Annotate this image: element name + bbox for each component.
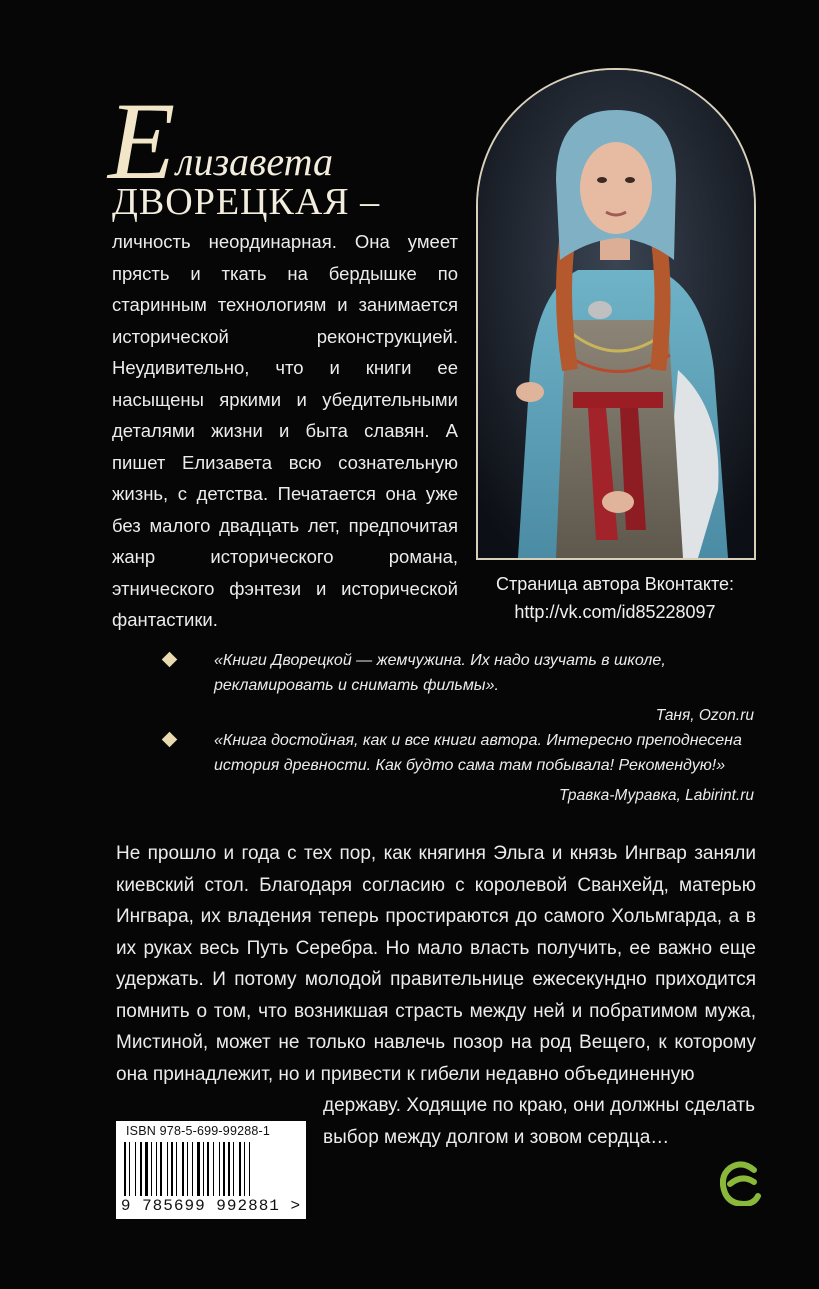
- vk-link[interactable]: http://vk.com/id85228097: [514, 602, 716, 622]
- barcode-bar: [197, 1142, 200, 1196]
- barcode-bar: [219, 1142, 220, 1196]
- barcode-bar: [213, 1142, 214, 1196]
- barcode-bar: [233, 1142, 234, 1196]
- barcode-bar: [223, 1142, 225, 1196]
- review-1: [188, 648, 754, 728]
- barcode-bar: [151, 1142, 152, 1196]
- barcode-bar: [187, 1142, 188, 1196]
- review-author: Травка-Муравка, Labirint.ru: [558, 787, 754, 804]
- barcode-bar: [192, 1142, 193, 1196]
- barcode-bar: [160, 1142, 162, 1196]
- barcode-bar: [176, 1142, 177, 1196]
- barcode-bar: [244, 1142, 245, 1196]
- barcode-bar: [135, 1142, 136, 1196]
- barcode-bar: [156, 1142, 157, 1196]
- vk-block: [476, 570, 754, 626]
- isbn-barcode: [116, 1121, 306, 1219]
- barcode-bar: [140, 1142, 142, 1196]
- barcode-bar: [228, 1142, 230, 1196]
- barcode-bar: [207, 1142, 209, 1196]
- author-initial: Е: [108, 80, 176, 202]
- book-annotation: Не прошло и года с тех пор, как княгиня Эльга и князь Ингвар заняли киевский стол. Благодаря согласию с королевой Сванхейд, матерью Ингвара, их владения теперь простираются до самого Хольмгарда, а в их руках весь Путь Серебра. Но мало власть получить, ее важно еще удержать. И потому молодой правительнице ежесекундно приходится помнить о том, что возникшая страсть между ней и побратимом мужа, Мистиной, может не только навлечь позор на род Вещего, к которому она принадлежит, но и привести к гибели недавно объединенную: [116, 843, 756, 1085]
- author-surname: ДВОРЕЦКАЯ –: [112, 181, 381, 223]
- barcode-bar: [249, 1142, 250, 1196]
- barcode-bar: [171, 1142, 173, 1196]
- portrait-image: [478, 70, 754, 558]
- vk-label: Страница автора Вконтакте:: [495, 574, 735, 594]
- publisher-logo-icon: [720, 1160, 762, 1206]
- barcode-bar: [203, 1142, 204, 1196]
- author-first-name: лизавета: [176, 139, 334, 184]
- review-text: «Книги Дворецкой — жемчужина. Их надо изучать в школе, рекламировать и снимать фильмы».: [214, 652, 666, 694]
- review-author: Таня, Ozon.ru: [655, 707, 754, 724]
- barcode-bar: [239, 1142, 241, 1196]
- review-2: [188, 728, 754, 808]
- diamond-bullet-icon: [162, 652, 178, 668]
- barcode-digits: 9 785699 992881 >: [120, 1197, 302, 1215]
- barcode-bar: [124, 1142, 126, 1196]
- review-text: «Книга достойная, как и все книги автора. Интересно преподнесена история древности. Как будто сама там побывала! Рекомендую!»: [214, 732, 742, 774]
- author-bio: личность неординарная. Она умеет прясть и ткать на бердышке по старинным технологиям и занимается исторической реконструкцией. Неудивительно, что и книги ее насыщены яркими и убедительными деталями жизни и быта славян. А пишет Елизавета всю сознательную жизнь, с детства. Печатается она уже без малого двадцать лет, предпочитая жанр исторического романа, этнического фэнтези и исторической фантастики.: [112, 231, 458, 630]
- isbn-number: ISBN 978-5-699-99288-1: [126, 1124, 271, 1138]
- book-annotation-tail: державу. Ходящие по краю, они должны сделать выбор между долгом и зовом сердца…: [323, 1095, 755, 1148]
- barcode-bar: [167, 1142, 168, 1196]
- author-portrait: [476, 68, 756, 560]
- barcode-bar: [182, 1142, 184, 1196]
- barcode-bar: [129, 1142, 130, 1196]
- barcode-bar: [145, 1142, 148, 1196]
- diamond-bullet-icon: [162, 732, 178, 748]
